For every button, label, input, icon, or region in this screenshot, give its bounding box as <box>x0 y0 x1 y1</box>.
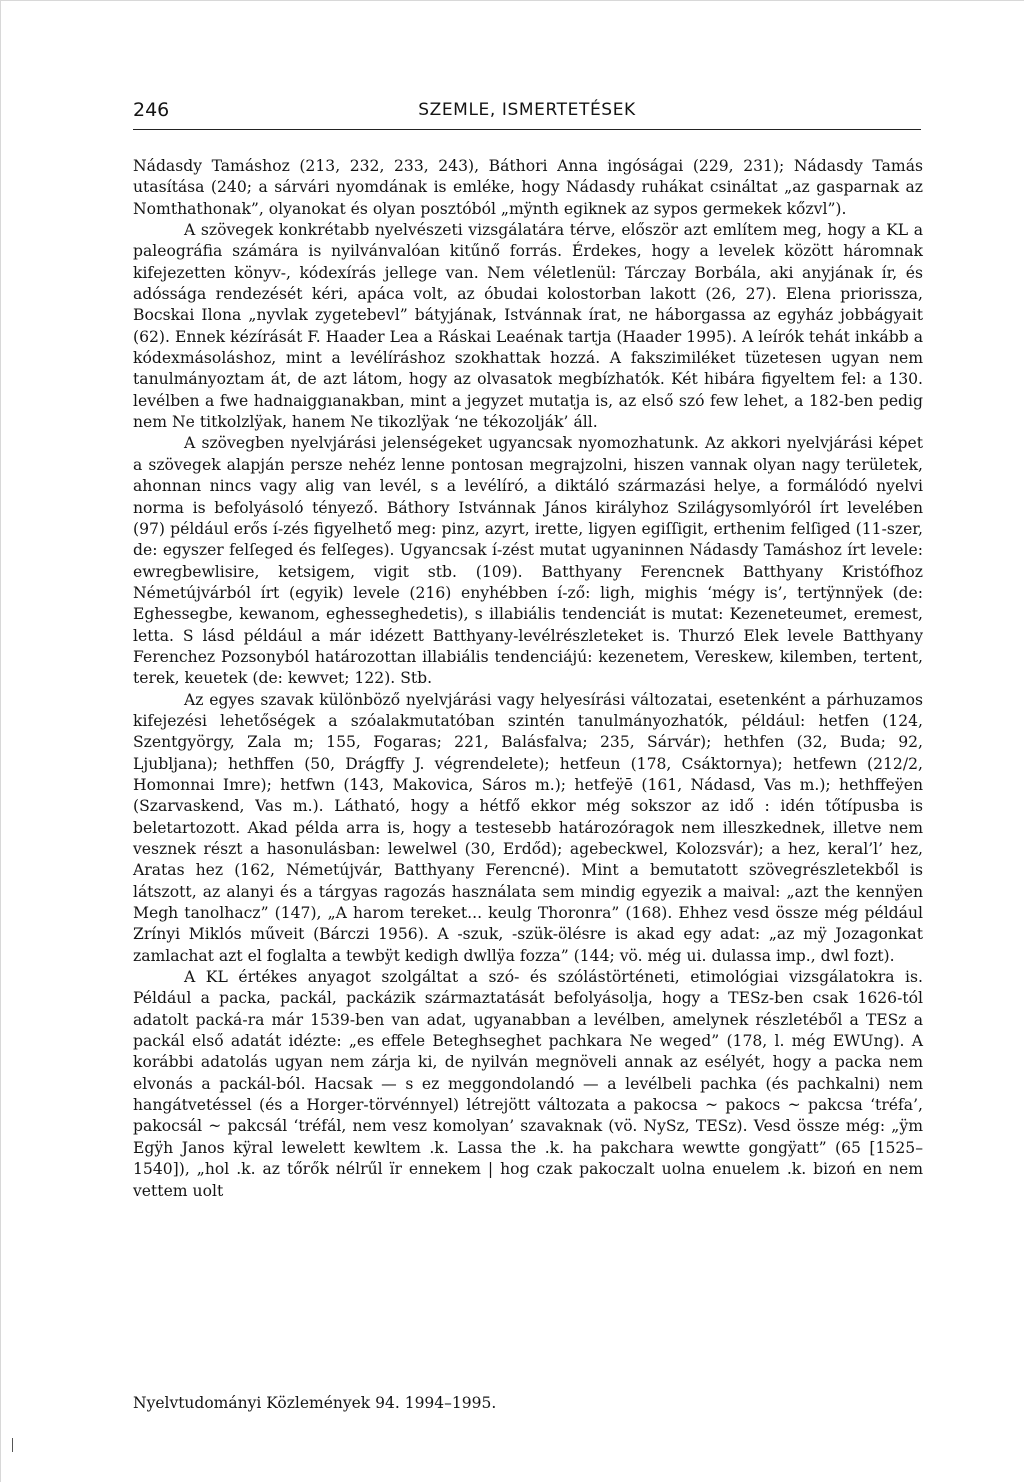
running-title: SZEMLE, ISMERTETÉSEK <box>418 100 636 120</box>
page-header <box>133 99 921 127</box>
paragraph-1: Nádasdy Tamáshoz (213, 232, 233, 243), Báthori Anna ingóságai (229, 231); Nádasdy Tamás utasítása (240; a sárvári nyomdának is emléke, hogy Nádasdy ruhákat csináltat „az gasparnak az Nomthathonak”, olyanokat és olyan posztóból „mÿnth egiknek az sypos germekek kőzvl”). <box>133 157 923 218</box>
scan-edge-left <box>0 0 1 1482</box>
paragraph-5: A KL értékes anyagot szolgáltat a szó- és szólástörténeti, etimológiai vizsgálatokra is. Például a packa, packál, packázik származtatását befolyásolja, hogy a TESz-ben csak 1626-tól adatolt packá-ra már 1539-ben van adat, ugyanabban a levélben, amelynek részletéből a TESz a packál első adatát idézte: „es effele Beteghseghet pachkara Ne weged” (178, l. még EWUng). A korábbi adatolás ugyan nem zárja ki, de nyilván megnöveli annak az esélyét, hogy a packa nem elvonás a packál-ból. Hacsak — s ez meggondolandó — a levélbeli pachka (és pachkalni) nem hangátvetéssel (és a Horger-törvénnyel) létrejött változata a pakocsa ~ pakocs ~ pakcsa ‘tréfa’, pakocsál ~ pakcsál ‘tréfál, nem vesz komolyan’ szavaknak (vö. NySz, TESz). Vesd össze még: „ÿm Egÿh Janos kÿral lewelett kewltem .k. Lassa the .k. ha pakchara wewtte gongÿatt” (65 [1525–1540]), „hol .k. az tőrők nélrűl ïr ennekem | hog czak pakoczalt uolna enuelem .k. bizoń en nem vettem uolt <box>133 968 923 1200</box>
article-body <box>133 156 923 1202</box>
scan-margin-mark <box>12 1438 13 1452</box>
paragraph-2: A szövegek konkrétabb nyelvészeti vizsgálatára térve, először azt említem meg, hogy a KL a paleográfia számára is nyilvánvalóan kitűnő forrás. Érdekes, hogy a levelek között háromnak kifejezetten könyv-, kódexírás jellege van. Nem véletlenül: Tárczay Borbála, aki anyjának ír, és adóssága rendezését kéri, apáca volt, az óbudai kolostorban lakott (26, 27). Elena priorissza, Bocskai Ilona „nyvlak zygetebevl” bátyjának, Istvánnak írat, ne háborgassa az egyház jobbágyait (62). Ennek kézírását F. Haader Lea a Ráskai Leaénak tartja (Haader 1995). A leírók tehát inkább a kódexmásoláshoz, mint a levélíráshoz szokhattak hozzá. A fakszimiléket tüzetesen ugyan nem tanulmányoztam át, de azt látom, hogy az olvasatok megbízhatók. Két hibára figyeltem fel: a 130. levélben a fwe hadnaiggıanakban, mint a jegyzet mutatja is, az első szó few lehet, a 182-ben pedig nem Ne titkolzlÿak, hanem Ne tikozlÿak ‘ne tékozolják’ áll. <box>133 221 923 432</box>
paragraph-3: A szövegben nyelvjárási jelenségeket ugyancsak nyomozhatunk. Az akkori nyelvjárási képet a szövegek alapján persze nehéz lenne pontosan megrajzolni, hiszen vannak olyan nagy területek, ahonnan nincs vagy alig van levél, s a levélíró, a diktáló származási helye, a formálódó nyelvi norma is befolyásoló tényező. Báthory Istvánnak János királyhoz Szilágysomlyóról írt levelében (97) például erős í-zés figyelhető meg: pinz, azyrt, irette, ligyen egiſſigit, erthenim felſiged (11-szer, de: egyszer felſeged és felſeges). Ugyancsak í-zést mutat ugyaninnen Nádasdy Tamáshoz írt levele: ewregbewlisire, ketsigem, vigit stb. (109). Batthyany Ferencnek Batthyany Kristófhoz Németújvárból írt (egyik) levele (216) enyhébben í-ző: ligh, mighis ‘mégy is’, tertÿnnÿek (de: Eghessegbe, kewanom, eghesseghedetis), s illabiális tendenciát is mutat: Kezeneteumet, eremest, letta. S lásd például a már idézett Batthyany-levélrészleteket is. Thurzó Elek levele Batthyany Ferenchez Pozsonyból határozottan illabiális tendenciájú: kezenetem, Vereskew, kilemben, tertent, terek, keuetek (de: kewvet; 122). Stb. <box>133 434 923 688</box>
header-rule <box>133 129 921 130</box>
scan-edge-top <box>0 0 1024 1</box>
page-number: 246 <box>133 99 170 121</box>
paragraph-4: Az egyes szavak különböző nyelvjárási vagy helyesírási változatai, esetenként a párhuzamos kifejezési lehetőségek a szóalakmutatóban szintén tanulmányozhatók, például: hetfen (124, Szentgyörgy, Zala m; 155, Fogaras; 221, Balásfalva; 235, Sárvár); hethfen (32, Buda; 92, Ljubljana); hethffen (50, Drágffy J. végrendelete); hetfeun (178, Csáktornya); hetfewn (212/2, Homonnai Imre); hetfwn (143, Makovica, Sáros m.); hetfeÿē (161, Nádasd, Vas m.); hethffeÿen (Szarvaskend, Vas m.). Látható, hogy a hétfő ekkor még sokszor az idő : idén tőtípusba is beletartozott. Akad példa arra is, hogy a testesebb határozóragok nem illeszkednek, illetve nem vesznek részt a hasonulásban: lewelwel (30, Erdőd); agebeckwel, Kolozsvár); a hez, keral’l’ hez, Aratas hez (162, Németújvár, Batthyany Ferencné). Mint a bemutatott szövegrészletekből is látszott, az alanyi és a tárgyas ragozás használata sem mindig egyezik a maival: „azt the kennÿen Megh tanolhacz” (147), „A harom tereket... keulg Thoronra” (168). Ehhez vesd össze még például Zrínyi Miklós műveit (Bárczi 1956). A -szuk, -szük-ölésre is akad egy adat: „az mÿ Jozagonkat zamlachat azt el foglalta a tewbÿt kedigh dwllÿa fozza” (144; vö. még ui. dulassa imp., dwl fozt). <box>133 690 923 965</box>
journal-citation-footer: Nyelvtudományi Közlemények 94. 1994–1995. <box>133 1394 497 1412</box>
